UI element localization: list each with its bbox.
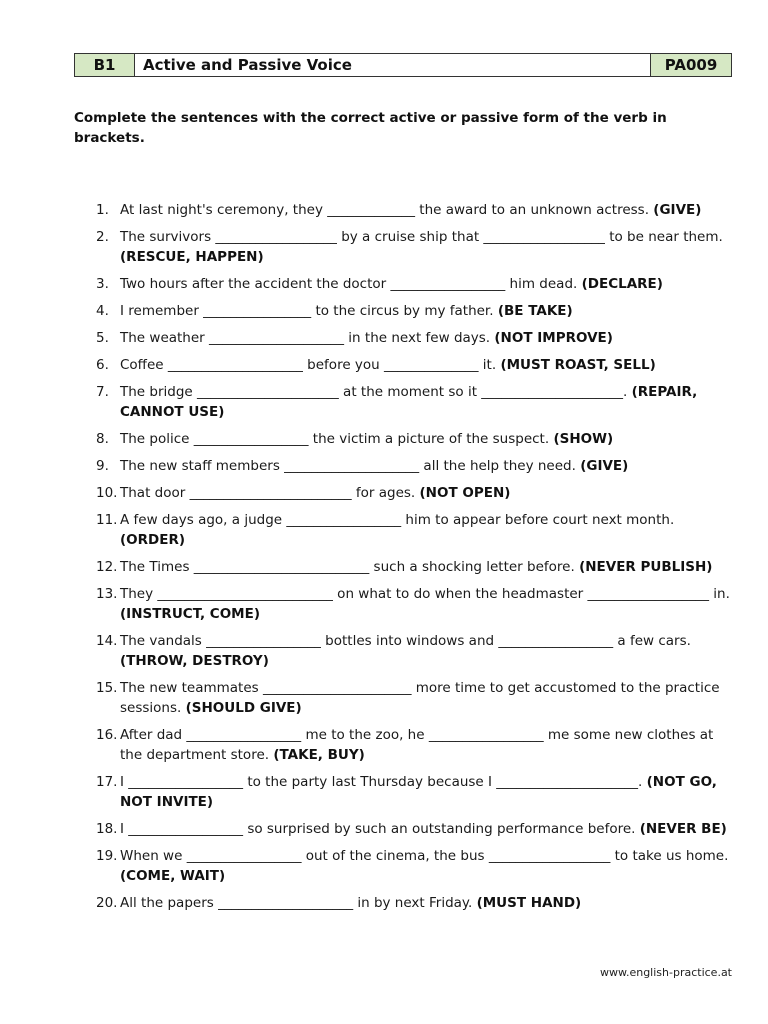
worksheet-header (74, 53, 732, 77)
exercise-list (74, 200, 734, 920)
exercise-item (74, 382, 734, 422)
worksheet-code: PA009 (651, 54, 731, 76)
item-number: 18. (96, 821, 118, 837)
item-sentence: The vandals _________________ bottles into windows and _________________ a few cars. (120, 633, 691, 649)
item-sentence: I _________________ so surprised by such an outstanding performance before. (120, 821, 640, 837)
exercise-item (74, 456, 734, 476)
verb-hint: (TAKE, BUY) (273, 747, 365, 763)
item-number: 8. (96, 431, 109, 447)
verb-hint: (NOT GO, NOT INVITE) (120, 774, 717, 810)
verb-hint: (NEVER BE) (639, 821, 727, 837)
exercise-item (74, 819, 734, 839)
exercise-item (74, 355, 734, 375)
verb-hint: (BE TAKE) (497, 303, 573, 319)
exercise-item (74, 846, 734, 886)
verb-hint: (REPAIR, CANNOT USE) (120, 384, 698, 420)
item-number: 1. (96, 202, 109, 218)
item-number: 3. (96, 276, 109, 292)
verb-hint: (MUST ROAST, SELL) (500, 357, 656, 373)
item-sentence: The survivors __________________ by a cruise ship that __________________ to be near them. (120, 229, 723, 245)
exercise-item (74, 301, 734, 321)
exercise-item (74, 725, 734, 765)
exercise-item (74, 510, 734, 550)
verb-hint: (NOT IMPROVE) (494, 330, 613, 346)
item-sentence: Two hours after the accident the doctor _________________ him dead. (120, 276, 582, 292)
item-number: 5. (96, 330, 109, 346)
item-number: 6. (96, 357, 109, 373)
verb-hint: (INSTRUCT, COME) (120, 606, 261, 622)
item-sentence: That door ________________________ for ages. (120, 485, 420, 501)
item-sentence: The new staff members ____________________ all the help they need. (120, 458, 581, 474)
item-number: 9. (96, 458, 109, 474)
exercise-item (74, 678, 734, 718)
item-number: 19. (96, 848, 118, 864)
exercise-item (74, 483, 734, 503)
exercise-item (74, 631, 734, 671)
item-sentence: All the papers ____________________ in by next Friday. (120, 895, 477, 911)
exercise-item (74, 893, 734, 913)
verb-hint: (RESCUE, HAPPEN) (120, 249, 264, 265)
item-number: 15. (96, 680, 118, 696)
exercise-item (74, 429, 734, 449)
footer-url: www.english-practice.at (599, 966, 732, 979)
item-sentence: After dad _________________ me to the zoo, he _________________ me some new clothes at the department store. (120, 727, 714, 763)
verb-hint: (NEVER PUBLISH) (579, 559, 713, 575)
item-number: 10. (96, 485, 118, 501)
instructions: Complete the sentences with the correct active or passive form of the verb in brackets. (74, 110, 667, 146)
item-number: 20. (96, 895, 118, 911)
exercise-item (74, 274, 734, 294)
verb-hint: (THROW, DESTROY) (120, 653, 269, 669)
exercise-item (74, 772, 734, 812)
verb-hint: (MUST HAND) (476, 895, 582, 911)
verb-hint: (DECLARE) (581, 276, 663, 292)
item-sentence: The new teammates ______________________ more time to get accustomed to the practice sessions. (120, 680, 720, 716)
verb-hint: (SHOW) (553, 431, 614, 447)
item-number: 14. (96, 633, 118, 649)
verb-hint: (NOT OPEN) (419, 485, 511, 501)
item-sentence: The police _________________ the victim a picture of the suspect. (120, 431, 554, 447)
item-number: 16. (96, 727, 118, 743)
exercise-item (74, 328, 734, 348)
verb-hint: (ORDER) (120, 532, 186, 548)
level-badge: B1 (75, 54, 135, 76)
item-sentence: I remember ________________ to the circus by my father. (120, 303, 498, 319)
exercise-item (74, 584, 734, 624)
exercise-item (74, 200, 734, 220)
item-sentence: Coffee ____________________ before you ______________ it. (120, 357, 501, 373)
verb-hint: (GIVE) (580, 458, 629, 474)
item-sentence: The bridge _____________________ at the moment so it _____________________. (120, 384, 632, 400)
exercise-item (74, 557, 734, 577)
item-sentence: At last night's ceremony, they _____________ the award to an unknown actress. (120, 202, 654, 218)
item-number: 4. (96, 303, 109, 319)
item-number: 2. (96, 229, 109, 245)
item-sentence: When we _________________ out of the cinema, the bus __________________ to take us home. (120, 848, 729, 864)
item-sentence: A few days ago, a judge _________________ him to appear before court next month. (120, 512, 675, 528)
exercise-item (74, 227, 734, 267)
item-number: 11. (96, 512, 118, 528)
item-sentence: They __________________________ on what to do when the headmaster __________________ in. (120, 586, 730, 602)
item-number: 17. (96, 774, 118, 790)
verb-hint: (SHOULD GIVE) (185, 700, 302, 716)
item-number: 7. (96, 384, 109, 400)
item-sentence: I _________________ to the party last Thursday because I _____________________. (120, 774, 647, 790)
item-number: 12. (96, 559, 118, 575)
item-sentence: The weather ____________________ in the next few days. (120, 330, 495, 346)
worksheet-title: Active and Passive Voice (135, 54, 651, 76)
verb-hint: (GIVE) (653, 202, 702, 218)
item-sentence: The Times __________________________ such a shocking letter before. (120, 559, 580, 575)
verb-hint: (COME, WAIT) (120, 868, 226, 884)
item-number: 13. (96, 586, 118, 602)
